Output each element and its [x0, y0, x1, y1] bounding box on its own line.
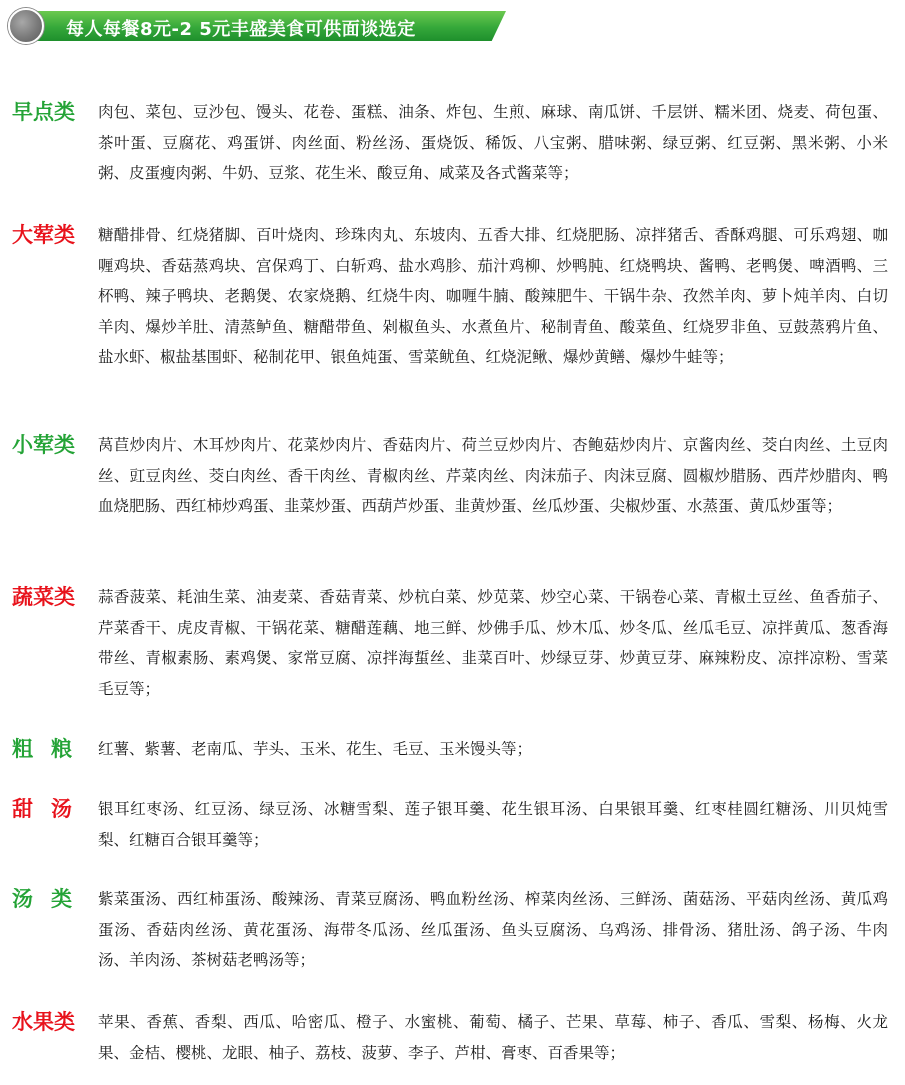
- banner-title: 每人每餐8元-2 5元丰盛美食可供面谈选定: [66, 19, 416, 40]
- menu-items: 苹果、香蕉、香梨、西瓜、哈密瓜、橙子、水蜜桃、葡萄、橘子、芒果、草莓、柿子、香瓜、雪梨、杨梅、火龙果、金桔、樱桃、龙眼、柚子、荔枝、菠萝、李子、芦柑、膏枣、百香果等；: [98, 1013, 888, 1062]
- menu-items: 紫菜蛋汤、西红柿蛋汤、酸辣汤、青菜豆腐汤、鸭血粉丝汤、榨菜肉丝汤、三鲜汤、菌菇汤、平菇肉丝汤、黄瓜鸡蛋汤、香菇肉丝汤、黄花蛋汤、海带冬瓜汤、丝瓜蛋汤、鱼头豆腐汤、乌鸡汤、排骨汤、猪肚汤、鸽子汤、牛肉汤、羊肉汤、茶树菇老鸭汤等；: [98, 890, 888, 969]
- category-label: 水果类: [12, 1010, 75, 1034]
- circle-bullet-icon: [8, 8, 44, 44]
- category-label: 早点类: [12, 100, 75, 124]
- menu-items: 蒜香菠菜、耗油生菜、油麦菜、香菇青菜、炒杭白菜、炒苋菜、炒空心菜、干锅卷心菜、青椒土豆丝、鱼香茄子、芹菜香干、虎皮青椒、干锅花菜、糖醋莲藕、地三鲜、炒佛手瓜、炒木瓜、炒冬瓜、丝瓜毛豆、凉拌黄瓜、葱香海带丝、青椒素肠、素鸡煲、家常豆腐、凉拌海蜇丝、韭菜百叶、炒绿豆芽、炒黄豆芽、麻辣粉皮、凉拌凉粉、雪菜毛豆等；: [98, 588, 888, 698]
- menu-items: 莴苣炒肉片、木耳炒肉片、花菜炒肉片、香菇肉片、荷兰豆炒肉片、杏鲍菇炒肉片、京酱肉丝、茭白肉丝、土豆肉丝、豇豆肉丝、茭白肉丝、香干肉丝、青椒肉丝、芹菜肉丝、肉沫茄子、肉沫豆腐、圆椒炒腊肠、西芹炒腊肉、鸭血烧肥肠、西红柿炒鸡蛋、韭菜炒蛋、西葫芦炒蛋、韭黄炒蛋、丝瓜炒蛋、尖椒炒蛋、水蒸蛋、黄瓜炒蛋等；: [98, 436, 888, 515]
- title-banner: [8, 8, 506, 44]
- menu-items: 肉包、菜包、豆沙包、馒头、花卷、蛋糕、油条、炸包、生煎、麻球、南瓜饼、千层饼、糯米团、烧麦、荷包蛋、茶叶蛋、豆腐花、鸡蛋饼、肉丝面、粉丝汤、蛋烧饭、稀饭、八宝粥、腊味粥、绿豆粥、红豆粥、黑米粥、小米粥、皮蛋瘦肉粥、牛奶、豆浆、花生米、酸豆角、咸菜及各式酱菜等；: [98, 103, 888, 182]
- category-label: 小荤类: [12, 433, 75, 457]
- menu-items: 红薯、紫薯、老南瓜、芋头、玉米、花生、毛豆、玉米馒头等；: [98, 740, 533, 758]
- category-label: 粗粮: [12, 737, 90, 761]
- category-label: 汤类: [12, 887, 90, 911]
- menu-items: 银耳红枣汤、红豆汤、绿豆汤、冰糖雪梨、莲子银耳羹、花生银耳汤、白果银耳羹、红枣桂圆红糖汤、川贝炖雪梨、红糖百合银耳羹等；: [98, 800, 888, 849]
- category-label: 甜汤: [12, 797, 90, 821]
- menu-items: 糖醋排骨、红烧猪脚、百叶烧肉、珍珠肉丸、东坡肉、五香大排、红烧肥肠、凉拌猪舌、香酥鸡腿、可乐鸡翅、咖喱鸡块、香菇蒸鸡块、宫保鸡丁、白斩鸡、盐水鸡胗、茄汁鸡柳、炒鸭肫、红烧鸭块、酱鸭、老鸭煲、啤酒鸭、三杯鸭、辣子鸭块、老鹅煲、农家烧鹅、红烧牛肉、咖喱牛腩、酸辣肥牛、干锅牛杂、孜然羊肉、萝卜炖羊肉、白切羊肉、爆炒羊肚、清蒸鲈鱼、糖醋带鱼、剁椒鱼头、水煮鱼片、秘制青鱼、酸菜鱼、红烧罗非鱼、豆鼓蒸鸦片鱼、盐水虾、椒盐基围虾、秘制花甲、银鱼炖蛋、雪菜鱿鱼、红烧泥鳅、爆炒黄鳝、爆炒牛蛙等；: [98, 226, 888, 366]
- category-label: 蔬菜类: [12, 585, 75, 609]
- category-label: 大荤类: [12, 223, 75, 247]
